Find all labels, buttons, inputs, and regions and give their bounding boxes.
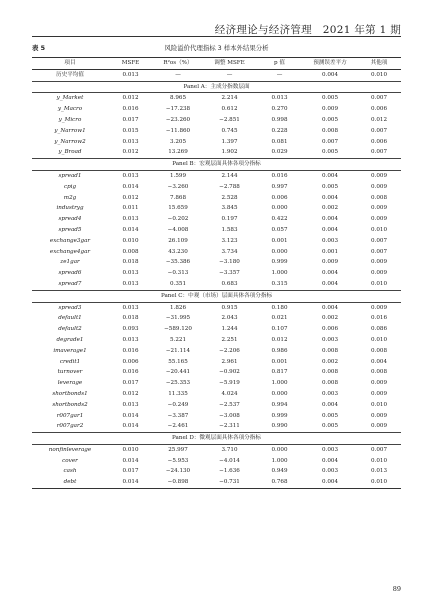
indicator-name: m2g xyxy=(63,194,77,201)
table-row xyxy=(32,389,401,400)
col-header-sq-error: 预测误差平方 xyxy=(303,58,357,70)
adj-msfe: −2.851 xyxy=(219,116,240,123)
msfe: 0.018 xyxy=(122,259,139,266)
adj-msfe: 0.683 xyxy=(221,280,238,287)
p-value: 0.949 xyxy=(271,468,288,475)
other: 0.007 xyxy=(370,127,387,134)
table-row xyxy=(32,104,401,115)
p-value: 0.001 xyxy=(271,358,288,365)
adj-msfe: −3.008 xyxy=(219,412,240,419)
adj-msfe: 2.528 xyxy=(221,194,238,201)
r2os: −23.260 xyxy=(165,116,191,123)
indicator-name: default2 xyxy=(58,326,82,333)
indicator-name: spread6 xyxy=(58,270,82,277)
other: 0.086 xyxy=(370,326,387,333)
msfe: 0.012 xyxy=(122,95,139,102)
indicator-name: y_Micro xyxy=(58,116,82,123)
table-row xyxy=(32,466,401,477)
col-header-item: 项目 xyxy=(32,58,108,70)
other: 0.007 xyxy=(370,446,387,453)
sq-error: 0.009 xyxy=(321,106,338,113)
sq-error: 0.008 xyxy=(321,380,338,387)
adj-msfe: 1.244 xyxy=(221,326,238,333)
table-row xyxy=(32,115,401,126)
adj-msfe: −2.311 xyxy=(219,423,240,430)
adj-msfe: 0.745 xyxy=(221,127,238,134)
r2os: 3.205 xyxy=(169,138,186,145)
msfe: 0.016 xyxy=(122,347,139,354)
table-row xyxy=(32,214,401,225)
sq-error: 0.008 xyxy=(321,347,338,354)
table-row xyxy=(32,421,401,432)
indicator-name: debt xyxy=(32,477,108,488)
indicator-name: imaverage1 xyxy=(53,347,87,354)
benchmark-name: 历史平均值 xyxy=(56,71,84,78)
adj-msfe: −5.919 xyxy=(219,380,240,387)
adj-msfe: −2.206 xyxy=(219,347,240,354)
r2os: 43.230 xyxy=(168,248,188,255)
sq-error: 0.004 xyxy=(321,280,338,287)
r2os: −4.008 xyxy=(167,226,189,233)
table-row xyxy=(32,170,401,181)
indicator-name: cpig xyxy=(63,183,77,190)
p-value: 0.001 xyxy=(271,237,288,244)
other: 0.009 xyxy=(370,183,387,190)
sq-error: 0.004 xyxy=(321,194,338,201)
indicator-name: cash xyxy=(63,468,77,475)
indicator-name: shortbonds1 xyxy=(52,390,88,397)
p-value: 0.107 xyxy=(271,326,288,333)
table-row xyxy=(32,225,401,236)
indicator-name: spread5 xyxy=(58,226,82,233)
sq-error: 0.008 xyxy=(321,127,338,134)
other: 0.010 xyxy=(370,226,387,233)
p-value: 0.994 xyxy=(271,401,288,408)
adj-msfe: 1.902 xyxy=(221,149,238,156)
p-value: 0.029 xyxy=(271,149,288,156)
r2os: 0.351 xyxy=(169,280,186,287)
indicator-name: y_Broad xyxy=(58,149,82,156)
sq-error: 0.002 xyxy=(321,358,338,365)
msfe: 0.014 xyxy=(122,412,139,419)
msfe: 0.016 xyxy=(122,369,139,376)
r2os: −3.260 xyxy=(167,183,189,190)
indicator-name: exchange3gar xyxy=(49,237,91,244)
r2os: 11.335 xyxy=(168,390,188,397)
other: 0.009 xyxy=(370,205,387,212)
adj-msfe: 3.845 xyxy=(221,205,238,212)
msfe: 0.013 xyxy=(122,172,139,179)
msfe: 0.014 xyxy=(122,183,139,190)
table-row xyxy=(32,147,401,158)
adj-msfe: 2.144 xyxy=(221,172,238,179)
other: 0.009 xyxy=(370,412,387,419)
other: 0.010 xyxy=(370,336,387,343)
r2os: −25.353 xyxy=(165,380,191,387)
r2os: −0.898 xyxy=(153,477,203,488)
table-row xyxy=(32,93,401,104)
r2os: −17.238 xyxy=(165,106,191,113)
sq-error: 0.005 xyxy=(321,149,338,156)
p-value: 1.000 xyxy=(271,270,288,277)
p-value: 0.817 xyxy=(271,369,288,376)
msfe: 0.012 xyxy=(122,390,139,397)
sq-error: 0.005 xyxy=(321,423,338,430)
other: 0.007 xyxy=(370,95,387,102)
indicator-name: spread1 xyxy=(58,172,82,179)
table-row xyxy=(32,378,401,389)
other: 0.007 xyxy=(370,237,387,244)
table-row xyxy=(32,279,401,290)
panel-title: Panel D：微观层面具体各项分指标 xyxy=(32,433,401,445)
r2os: 25.997 xyxy=(168,446,188,453)
other: 0.010 xyxy=(357,477,401,488)
p-value: 0.013 xyxy=(271,95,288,102)
sq-error: 0.004 xyxy=(321,226,338,233)
msfe: 0.011 xyxy=(122,205,139,212)
p-value: 0.012 xyxy=(271,336,288,343)
r2os: 5.221 xyxy=(169,336,186,343)
indicator-name: default1 xyxy=(58,315,82,322)
p-value: 0.270 xyxy=(271,106,288,113)
adj-msfe: −2.788 xyxy=(219,183,240,190)
adj-msfe: 0.915 xyxy=(221,304,238,311)
adj-msfe: −4.014 xyxy=(219,457,240,464)
r2os: −11.860 xyxy=(165,127,191,134)
sq-error: 0.002 xyxy=(321,315,338,322)
p-value: 0.998 xyxy=(271,116,288,123)
other: 0.009 xyxy=(370,390,387,397)
other: 0.006 xyxy=(370,106,387,113)
other: 0.008 xyxy=(370,369,387,376)
r2os: −589.120 xyxy=(164,326,192,333)
benchmark-adj: — xyxy=(226,71,233,78)
indicator-name: shortbonds2 xyxy=(52,401,88,408)
panel-header-row xyxy=(32,81,401,93)
table-row xyxy=(32,313,401,324)
col-header-adj-msfe: 调整 MSFE xyxy=(203,58,256,70)
adj-msfe: 3.710 xyxy=(221,446,238,453)
sq-error: 0.005 xyxy=(321,95,338,102)
adj-msfe: 2.961 xyxy=(221,358,238,365)
adj-msfe: −0.731 xyxy=(203,477,256,488)
col-header-r2: R²os（%） xyxy=(153,58,203,70)
table-row xyxy=(32,357,401,368)
sq-error: 0.004 xyxy=(321,172,338,179)
sq-error: 0.009 xyxy=(321,259,338,266)
other: 0.008 xyxy=(370,347,387,354)
benchmark-msfe: 0.013 xyxy=(122,71,139,78)
col-header-p-value: p 值 xyxy=(256,58,303,70)
r2os: −0.202 xyxy=(167,216,189,223)
other: 0.004 xyxy=(370,358,387,365)
sq-error: 0.004 xyxy=(321,270,338,277)
table-header-row xyxy=(32,58,401,70)
other: 0.008 xyxy=(370,194,387,201)
sq-error: 0.003 xyxy=(321,390,338,397)
msfe: 0.012 xyxy=(122,149,139,156)
indicator-name: industryg xyxy=(56,205,84,212)
table-row xyxy=(32,236,401,247)
adj-msfe: −2.537 xyxy=(219,401,240,408)
p-value: 0.000 xyxy=(271,446,288,453)
benchmark-sq: 0.004 xyxy=(321,71,338,78)
r2os: −24.130 xyxy=(165,468,191,475)
r2os: −0.249 xyxy=(167,401,189,408)
msfe: 0.018 xyxy=(122,315,139,322)
r2os: 15.659 xyxy=(168,205,188,212)
sq-error: 0.003 xyxy=(321,336,338,343)
panel-title: Panel A：主成分指数层面 xyxy=(32,81,401,93)
r2os: 8.965 xyxy=(169,95,186,102)
table-row xyxy=(32,411,401,422)
table-number: 表 5 xyxy=(32,44,46,52)
r2os: 1.826 xyxy=(169,304,186,311)
page-number: 89 xyxy=(392,585,401,593)
p-value: 0.990 xyxy=(271,423,288,430)
header-rule xyxy=(32,36,401,37)
sq-error: 0.004 xyxy=(321,457,338,464)
other: 0.010 xyxy=(370,280,387,287)
p-value: 0.081 xyxy=(271,138,288,145)
other: 0.009 xyxy=(370,423,387,430)
p-value: 0.999 xyxy=(271,412,288,419)
col-header-msfe: MSFE xyxy=(108,58,153,70)
benchmark-r2: — xyxy=(175,71,181,78)
sq-error: 0.007 xyxy=(321,138,338,145)
table-row xyxy=(32,346,401,357)
benchmark-p: — xyxy=(276,71,283,78)
p-value: 0.016 xyxy=(271,172,288,179)
msfe: 0.008 xyxy=(122,248,139,255)
table-row xyxy=(32,137,401,148)
adj-msfe: 3.123 xyxy=(221,237,238,244)
sq-error: 0.005 xyxy=(321,116,338,123)
p-value: 0.000 xyxy=(271,390,288,397)
msfe: 0.012 xyxy=(122,194,139,201)
other: 0.010 xyxy=(370,401,387,408)
adj-msfe: 0.197 xyxy=(221,216,238,223)
p-value: 0.180 xyxy=(271,304,288,311)
table-title: 风险溢价代理指标 3 样本外结果分析 xyxy=(164,44,269,52)
msfe: 0.013 xyxy=(122,216,139,223)
other: 0.007 xyxy=(370,149,387,156)
msfe: 0.015 xyxy=(122,127,139,134)
other: 0.009 xyxy=(370,304,387,311)
r2os: −5.953 xyxy=(167,457,189,464)
adj-msfe: 2.214 xyxy=(221,95,238,102)
indicator-name: y_Narrow2 xyxy=(54,138,86,145)
sq-error: 0.006 xyxy=(321,326,338,333)
msfe: 0.014 xyxy=(122,423,139,430)
msfe: 0.013 xyxy=(122,304,139,311)
sq-error: 0.004 xyxy=(303,477,357,488)
indicator-name: spread3 xyxy=(58,304,82,311)
indicator-name: credit1 xyxy=(59,358,81,365)
panel-header-row xyxy=(32,433,401,445)
p-value: 0.997 xyxy=(271,183,288,190)
adj-msfe: 1.583 xyxy=(221,226,238,233)
panel-header-row xyxy=(32,290,401,302)
indicator-name: y_Narrow1 xyxy=(54,127,86,134)
msfe: 0.014 xyxy=(108,477,153,488)
benchmark-other: 0.010 xyxy=(370,71,387,78)
msfe: 0.013 xyxy=(122,336,139,343)
p-value: 0.057 xyxy=(271,226,288,233)
table-row xyxy=(32,203,401,214)
other: 0.013 xyxy=(370,468,387,475)
other: 0.012 xyxy=(370,116,387,123)
sq-error: 0.005 xyxy=(321,183,338,190)
adj-msfe: −1.636 xyxy=(219,468,240,475)
table-row xyxy=(32,182,401,193)
p-value: 0.006 xyxy=(271,194,288,201)
adj-msfe: 2.043 xyxy=(221,315,238,322)
msfe: 0.017 xyxy=(122,468,139,475)
p-value: 0.986 xyxy=(271,347,288,354)
sq-error: 0.008 xyxy=(321,369,338,376)
table-row xyxy=(32,367,401,378)
p-value: 0.768 xyxy=(256,477,303,488)
panel-title: Panel C：中观（市场）层面具体各项分指标 xyxy=(32,290,401,302)
table-row xyxy=(32,477,401,488)
msfe: 0.014 xyxy=(122,457,139,464)
adj-msfe: 3.734 xyxy=(221,248,238,255)
indicator-name: spread7 xyxy=(58,280,82,287)
table-row xyxy=(32,268,401,279)
r2os: 55.165 xyxy=(168,358,188,365)
sq-error: 0.004 xyxy=(321,216,338,223)
sq-error: 0.004 xyxy=(321,304,338,311)
p-value: 0.000 xyxy=(271,248,288,255)
indicator-name: r007gar2 xyxy=(56,423,84,430)
r2os: −35.386 xyxy=(165,259,191,266)
adj-msfe: −3.180 xyxy=(219,259,240,266)
indicator-name: spread4 xyxy=(58,216,82,223)
journal-header: 经济理论与经济管理 2021 年第 1 期 xyxy=(214,24,401,36)
p-value: 0.000 xyxy=(271,205,288,212)
benchmark-row xyxy=(32,69,401,81)
other: 0.009 xyxy=(370,380,387,387)
table-row xyxy=(32,324,401,335)
table-caption xyxy=(32,43,401,55)
indicator-name: turnover xyxy=(57,369,83,376)
r2os: −31.995 xyxy=(165,315,191,322)
msfe: 0.010 xyxy=(122,446,139,453)
results-table xyxy=(32,57,401,489)
other: 0.010 xyxy=(370,457,387,464)
adj-msfe: 2.251 xyxy=(221,336,238,343)
msfe: 0.017 xyxy=(122,116,139,123)
p-value: 1.000 xyxy=(271,380,288,387)
table-row xyxy=(32,456,401,467)
table-row xyxy=(32,247,401,258)
msfe: 0.093 xyxy=(122,326,139,333)
table-row xyxy=(32,335,401,346)
msfe: 0.013 xyxy=(122,280,139,287)
panel-title: Panel B：宏观层面具体各项分指标 xyxy=(32,159,401,171)
r2os: 7.868 xyxy=(169,194,186,201)
adj-msfe: 0.612 xyxy=(221,106,238,113)
p-value: 0.021 xyxy=(271,315,288,322)
r2os: 1.599 xyxy=(169,172,186,179)
msfe: 0.017 xyxy=(122,380,139,387)
indicator-name: y_Macro xyxy=(57,106,83,113)
p-value: 0.228 xyxy=(271,127,288,134)
indicator-name: leverage xyxy=(57,380,83,387)
msfe: 0.016 xyxy=(122,106,139,113)
other: 0.016 xyxy=(370,315,387,322)
p-value: 1.000 xyxy=(271,457,288,464)
table-row xyxy=(32,444,401,455)
msfe: 0.013 xyxy=(122,138,139,145)
r2os: −20.441 xyxy=(165,369,191,376)
table-row xyxy=(32,126,401,137)
indicator-name: y_Market xyxy=(56,95,84,102)
other: 0.009 xyxy=(370,259,387,266)
sq-error: 0.003 xyxy=(321,237,338,244)
sq-error: 0.004 xyxy=(321,401,338,408)
msfe: 0.010 xyxy=(122,237,139,244)
indicator-name: exchange4gar xyxy=(49,248,91,255)
p-value: 0.315 xyxy=(271,280,288,287)
adj-msfe: −3.357 xyxy=(219,270,240,277)
r2os: 26.109 xyxy=(168,237,188,244)
indicator-name: nonfinleverage xyxy=(48,446,92,453)
p-value: 0.422 xyxy=(271,216,288,223)
sq-error: 0.002 xyxy=(321,205,338,212)
other: 0.006 xyxy=(370,138,387,145)
indicator-name: degrade1 xyxy=(56,336,84,343)
sq-error: 0.003 xyxy=(321,468,338,475)
col-header-other: 其他项 xyxy=(357,58,401,70)
other: 0.009 xyxy=(370,172,387,179)
other: 0.007 xyxy=(370,248,387,255)
other: 0.009 xyxy=(370,270,387,277)
panel-header-row xyxy=(32,159,401,171)
indicator-name: cover xyxy=(62,457,78,464)
msfe: 0.013 xyxy=(122,270,139,277)
table-row xyxy=(32,257,401,268)
r2os: −21.114 xyxy=(165,347,191,354)
other: 0.009 xyxy=(370,216,387,223)
adj-msfe: 4.024 xyxy=(221,390,238,397)
indicator-name: ze1gar xyxy=(60,259,80,266)
table-row xyxy=(32,400,401,411)
table-row xyxy=(32,193,401,204)
indicator-name: r007gar1 xyxy=(56,412,84,419)
adj-msfe: −0.902 xyxy=(219,369,240,376)
sq-error: 0.001 xyxy=(321,248,338,255)
adj-msfe: 1.397 xyxy=(221,138,238,145)
r2os: −0.313 xyxy=(167,270,189,277)
r2os: 13.269 xyxy=(168,149,188,156)
p-value: 0.999 xyxy=(271,259,288,266)
msfe: 0.013 xyxy=(122,401,139,408)
r2os: −3.387 xyxy=(167,412,189,419)
r2os: −2.461 xyxy=(167,423,189,430)
msfe: 0.014 xyxy=(122,226,139,233)
sq-error: 0.003 xyxy=(321,446,338,453)
msfe: 0.006 xyxy=(122,358,139,365)
table-row xyxy=(32,302,401,313)
sq-error: 0.005 xyxy=(321,412,338,419)
